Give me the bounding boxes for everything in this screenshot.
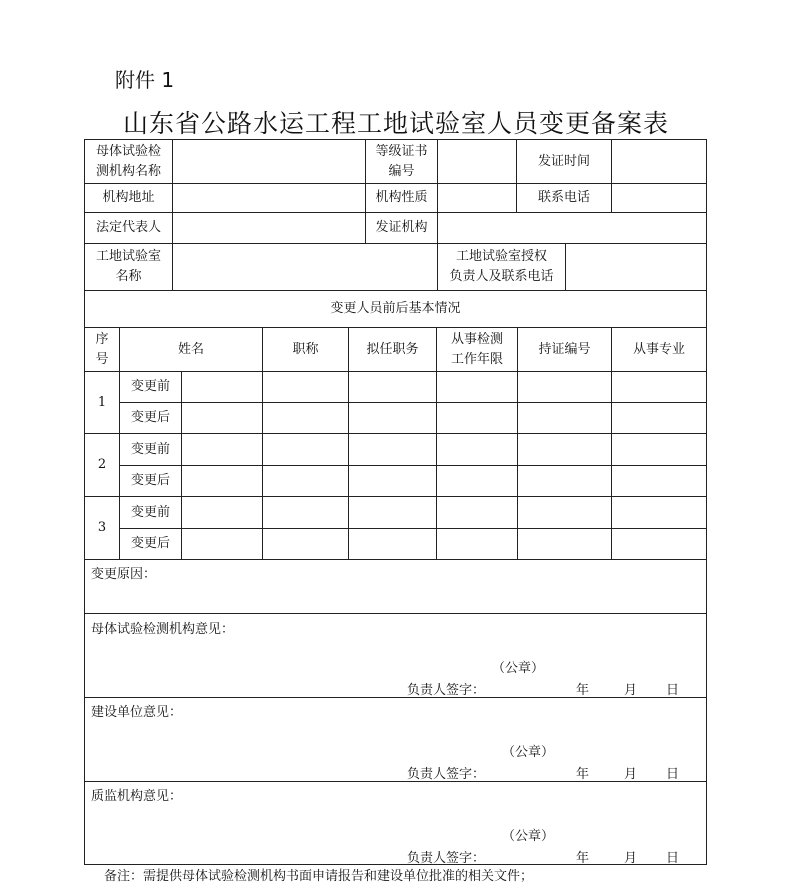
org-nature-label: 机构性质 xyxy=(375,190,428,205)
seal-label: （公章） xyxy=(492,661,545,676)
footnote: 备注：需提供母体试验检测机构书面申请报告和建设单位批准的相关文件； xyxy=(104,869,534,884)
form-title: 山东省公路水运工程工地试验室人员变更备案表 xyxy=(122,109,669,138)
row-no: 2 xyxy=(97,457,107,472)
construction-unit-opinion-label: 建设单位意见： xyxy=(91,705,183,720)
row-before-label: 变更前 xyxy=(130,504,170,520)
legal-rep-label: 法定代表人 xyxy=(95,220,161,235)
parent-org-label: 母体试验检 测机构名称 xyxy=(95,143,161,179)
row-after-label: 变更后 xyxy=(130,473,170,488)
col-position: 拟任职务 xyxy=(366,341,419,357)
signature-label: 负责人签字： xyxy=(407,767,486,782)
month-label: 月 xyxy=(624,767,638,782)
row-no: 3 xyxy=(97,520,107,535)
org-address-label: 机构地址 xyxy=(102,190,155,205)
change-reason-label: 变更原因： xyxy=(91,567,157,582)
row-before-label: 变更前 xyxy=(130,441,170,457)
col-cert: 持证编号 xyxy=(538,341,591,357)
section-title: 变更人员前后基本情况 xyxy=(330,301,461,316)
col-title: 职称 xyxy=(292,341,319,357)
seal-label: （公章） xyxy=(502,829,555,844)
col-years: 从事检测 工作年限 xyxy=(450,331,503,367)
col-seq: 序 号 xyxy=(95,331,109,367)
seal-label: （公章） xyxy=(502,745,555,760)
contact-phone-label: 联系电话 xyxy=(537,190,590,205)
cert-no-label: 等级证书 编号 xyxy=(375,143,428,179)
row-after-label: 变更后 xyxy=(130,536,170,551)
signature-label: 负责人签字： xyxy=(407,851,486,866)
attachment-label: 附件 1 xyxy=(115,68,175,92)
parent-org-opinion-label: 母体试验检测机构意见： xyxy=(91,622,235,637)
month-label: 月 xyxy=(624,851,638,866)
issue-time-label: 发证时间 xyxy=(537,153,590,169)
month-label: 月 xyxy=(624,683,638,698)
quality-supervision-opinion-label: 质监机构意见： xyxy=(91,789,183,804)
year-label: 年 xyxy=(576,767,590,782)
day-label: 日 xyxy=(666,767,680,782)
lab-authorized-label: 工地试验室授权 负责人及联系电话 xyxy=(449,249,554,284)
signature-label: 负责人签字： xyxy=(407,683,486,698)
issuing-org-label: 发证机构 xyxy=(375,220,428,235)
col-major: 从事专业 xyxy=(632,341,685,357)
year-label: 年 xyxy=(576,683,590,698)
year-label: 年 xyxy=(576,851,590,866)
row-before-label: 变更前 xyxy=(130,379,170,394)
row-after-label: 变更后 xyxy=(130,410,170,425)
col-name: 姓名 xyxy=(177,341,204,357)
row-no: 1 xyxy=(97,394,107,410)
lab-name-label: 工地试验室 名称 xyxy=(95,249,161,284)
day-label: 日 xyxy=(666,683,680,698)
day-label: 日 xyxy=(666,851,680,866)
